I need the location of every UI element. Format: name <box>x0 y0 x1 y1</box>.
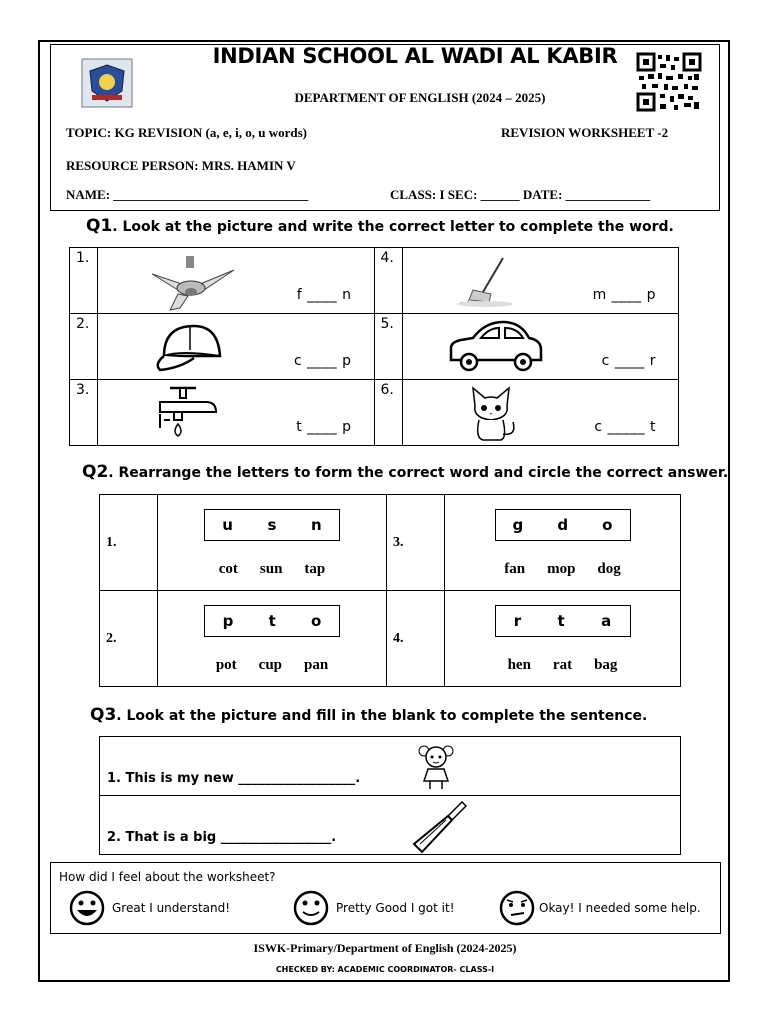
cat-icon <box>461 384 521 442</box>
jumbled-letters-box <box>495 509 631 541</box>
q1-word[interactable]: m ____ p <box>592 287 656 303</box>
q1-cell <box>402 248 679 314</box>
answer-option[interactable]: cup <box>258 657 282 673</box>
jumbled-letters-box <box>204 605 340 637</box>
mop-icon <box>455 256 527 308</box>
q2-cell <box>158 495 387 591</box>
car-icon <box>445 318 545 374</box>
q1-word[interactable]: c _____ t <box>594 419 656 435</box>
letter: o <box>602 516 613 534</box>
q2-instruction: . Rearrange the letters to form the correct word and circle the correct answer. <box>108 465 729 481</box>
q1-cell <box>98 314 375 380</box>
q1-item-number: 4. <box>374 248 402 314</box>
q1-table <box>69 247 679 446</box>
school-logo <box>80 57 134 109</box>
q1-word[interactable]: f ____ n <box>296 287 352 303</box>
letter: t <box>268 612 276 630</box>
jumbled-letters-box <box>495 605 631 637</box>
feedback-option-good[interactable] <box>292 890 455 926</box>
answer-option[interactable]: pot <box>215 657 237 673</box>
feedback-option-great[interactable] <box>68 890 230 926</box>
q1-cell <box>98 248 375 314</box>
answer-option[interactable]: mop <box>547 561 576 577</box>
feedback-question: How did I feel about the worksheet? <box>59 870 276 884</box>
class-sec-date[interactable]: CLASS: I SEC: ______ DATE: _____________ <box>390 187 651 202</box>
letter: t <box>557 612 565 630</box>
tap-icon <box>156 384 226 442</box>
q1-item-number: 2. <box>70 314 98 380</box>
letter: n <box>311 516 322 534</box>
feedback-label: Okay! I needed some help. <box>539 901 701 915</box>
q3-instruction: . Look at the picture and fill in the blank to complete the sentence. <box>116 708 648 724</box>
resource-person: RESOURCE PERSON: MRS. HAMIN V <box>66 158 296 173</box>
q1-word[interactable]: c ____ r <box>601 353 656 369</box>
answer-option[interactable]: pan <box>304 657 329 673</box>
q1-number: Q1 <box>86 216 113 236</box>
q3-number: Q3 <box>90 705 117 725</box>
q2-cell <box>445 591 681 687</box>
q2-item-number: 4. <box>387 591 445 687</box>
cricket-bat-icon <box>410 798 470 856</box>
confused-face-icon <box>497 890 537 926</box>
feedback-label: Pretty Good I got it! <box>336 901 455 915</box>
answer-option[interactable]: bag <box>594 657 618 673</box>
fill-in-sentence[interactable]: 2. That is a big _________________. <box>107 830 337 845</box>
q2-item-number: 1. <box>100 495 158 591</box>
letter: u <box>222 516 233 534</box>
q3-table <box>99 736 681 855</box>
q2-item-number: 2. <box>100 591 158 687</box>
q2-item-number: 3. <box>387 495 445 591</box>
q3-row <box>100 737 681 796</box>
letter: r <box>513 612 522 630</box>
q1-instruction: . Look at the picture and write the correct letter to complete the word. <box>112 219 674 235</box>
q2-cell <box>158 591 387 687</box>
q3-row <box>100 796 681 855</box>
answer-option[interactable]: hen <box>507 657 531 673</box>
doll-icon <box>416 741 456 791</box>
answer-option[interactable]: fan <box>504 561 526 577</box>
topic: TOPIC: KG REVISION (a, e, i, o, u words) <box>66 125 308 140</box>
q1-item-number: 5. <box>374 314 402 380</box>
q1-cell <box>402 380 679 446</box>
letter: o <box>311 612 322 630</box>
q1-heading <box>86 216 674 236</box>
q1-item-number: 6. <box>374 380 402 446</box>
footer-department: ISWK-Primary/Department of English (2024-2025) <box>253 941 517 955</box>
footer-checked-by: CHECKED BY: ACADEMIC COORDINATOR- CLASS-I <box>275 965 495 974</box>
q2-heading <box>82 462 728 482</box>
answer-option[interactable]: tap <box>304 561 326 577</box>
q1-cell <box>402 314 679 380</box>
big-smile-icon <box>68 890 106 926</box>
worksheet-number: REVISION WORKSHEET -2 <box>501 125 669 140</box>
ceiling-fan-icon <box>148 254 238 312</box>
answer-option[interactable]: rat <box>552 657 573 673</box>
fill-in-sentence[interactable]: 1. This is my new __________________. <box>107 771 361 786</box>
q2-cell <box>445 495 681 591</box>
q1-item-number: 3. <box>70 380 98 446</box>
feedback-label: Great I understand! <box>112 901 231 915</box>
school-name: INDIAN SCHOOL AL WADI AL KABIR <box>212 44 618 68</box>
smile-icon <box>292 890 330 926</box>
q1-item-number: 1. <box>70 248 98 314</box>
qr-code-icon <box>636 52 702 112</box>
name-field[interactable]: NAME: ______________________________ <box>66 187 309 202</box>
department: DEPARTMENT OF ENGLISH (2024 – 2025) <box>294 90 546 105</box>
q1-cell <box>98 380 375 446</box>
letter: d <box>557 516 569 534</box>
q1-word[interactable]: c ____ p <box>294 353 352 369</box>
q3-heading <box>90 705 647 725</box>
q1-word[interactable]: t ____ p <box>296 419 352 435</box>
q2-table <box>99 494 681 687</box>
feedback-option-okay[interactable] <box>497 890 701 926</box>
letter: s <box>267 516 277 534</box>
letter: a <box>601 612 612 630</box>
answer-option[interactable]: dog <box>597 561 621 577</box>
letter: g <box>512 516 524 534</box>
cap-icon <box>150 320 224 372</box>
letter: p <box>222 612 234 630</box>
answer-option[interactable]: sun <box>259 561 283 577</box>
q2-number: Q2 <box>82 462 109 482</box>
jumbled-letters-box <box>204 509 340 541</box>
answer-option[interactable]: cot <box>218 561 238 577</box>
